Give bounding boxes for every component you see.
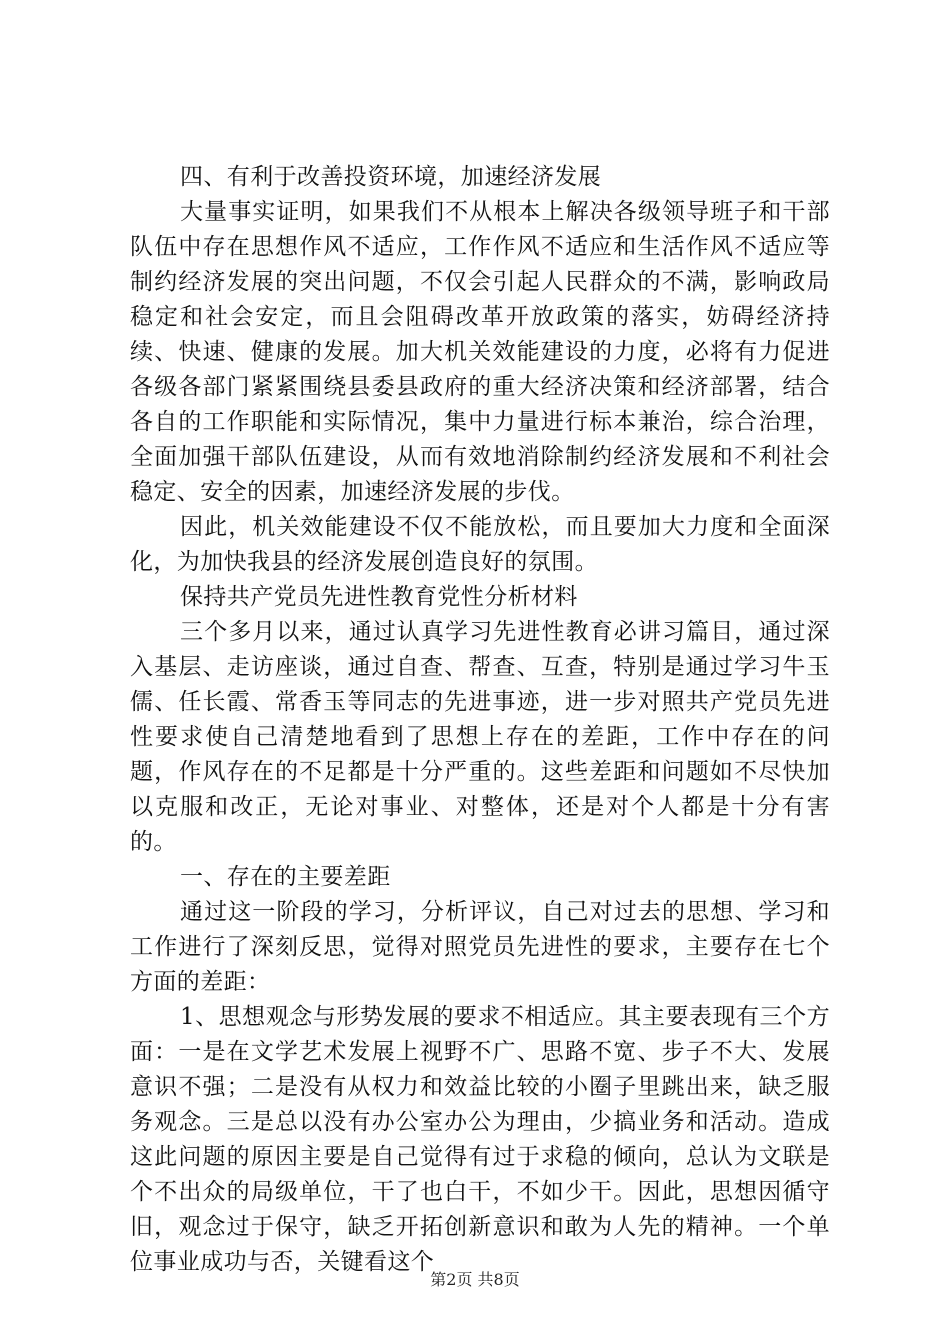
document-body xyxy=(130,160,830,1280)
paragraph: 通过这一阶段的学习，分析评议，自己对过去的思想、学习和工作进行了深刻反思，觉得对照党员先进性的要求，主要存在七个方面的差距： xyxy=(130,899,830,995)
paragraph: 大量事实证明，如果我们不从根本上解决各级领导班子和干部队伍中存在思想作风不适应，工作作风不适应和生活作风不适应等制约经济发展的突出问题，不仅会引起人民群众的不满，影响政局稳定和社会安定，而且会阻碍改革开放政策的落实，妨碍经济持续、快速、健康的发展。加大机关效能建设的力度，必将有力促进各级各部门紧紧围绕县委县政府的重大经济决策和经济部署，结合各自的工作职能和实际情况，集中力量进行标本兼治，综合治理，全面加强干部队伍建设，从而有效地消除制约经济发展和不利社会稳定、安全的因素，加速经济发展的步伐。 xyxy=(130,199,830,505)
page-number-footer: 第2页 共8页 xyxy=(430,1270,520,1289)
paragraph: 三个多月以来，通过认真学习先进性教育必讲习篇目，通过深入基层、走访座谈，通过自查、帮查、互查，特别是通过学习牛玉儒、任长霞、常香玉等同志的先进事迹，进一步对照共产党员先进性要求使自己清楚地看到了思想上存在的差距，工作中存在的问题，作风存在的不足都是十分严重的。这些差距和问题如不尽快加以克服和改正，无论对事业、对整体，还是对个人都是十分有害的。 xyxy=(130,619,830,855)
document-title: 保持共产党员先进性教育党性分析材料 xyxy=(180,584,578,610)
section-heading-4: 四、有利于改善投资环境，加速经济发展 xyxy=(180,164,602,190)
paragraph: 1、思想观念与形势发展的要求不相适应。其主要表现有三个方面：一是在文学艺术发展上视野不广、思路不宽、步子不大、发展意识不强；二是没有从权力和效益比较的小圈子里跳出来，缺乏服务观念。三是总以没有办公室办公为理由，少搞业务和活动。造成这此问题的原因主要是自己觉得有过于求稳的倾向，总认为文联是个不出众的局级单位，干了也白干，不如少干。因此，思想因循守旧，观念过于保守，缺乏开拓创新意识和敢为人先的精神。一个单位事业成功与否，关键看这个 xyxy=(130,1004,830,1275)
paragraph: 因此，机关效能建设不仅不能放松，而且要加大力度和全面深化，为加快我县的经济发展创造良好的氛围。 xyxy=(130,514,830,575)
section-heading-1: 一、存在的主要差距 xyxy=(180,864,391,890)
